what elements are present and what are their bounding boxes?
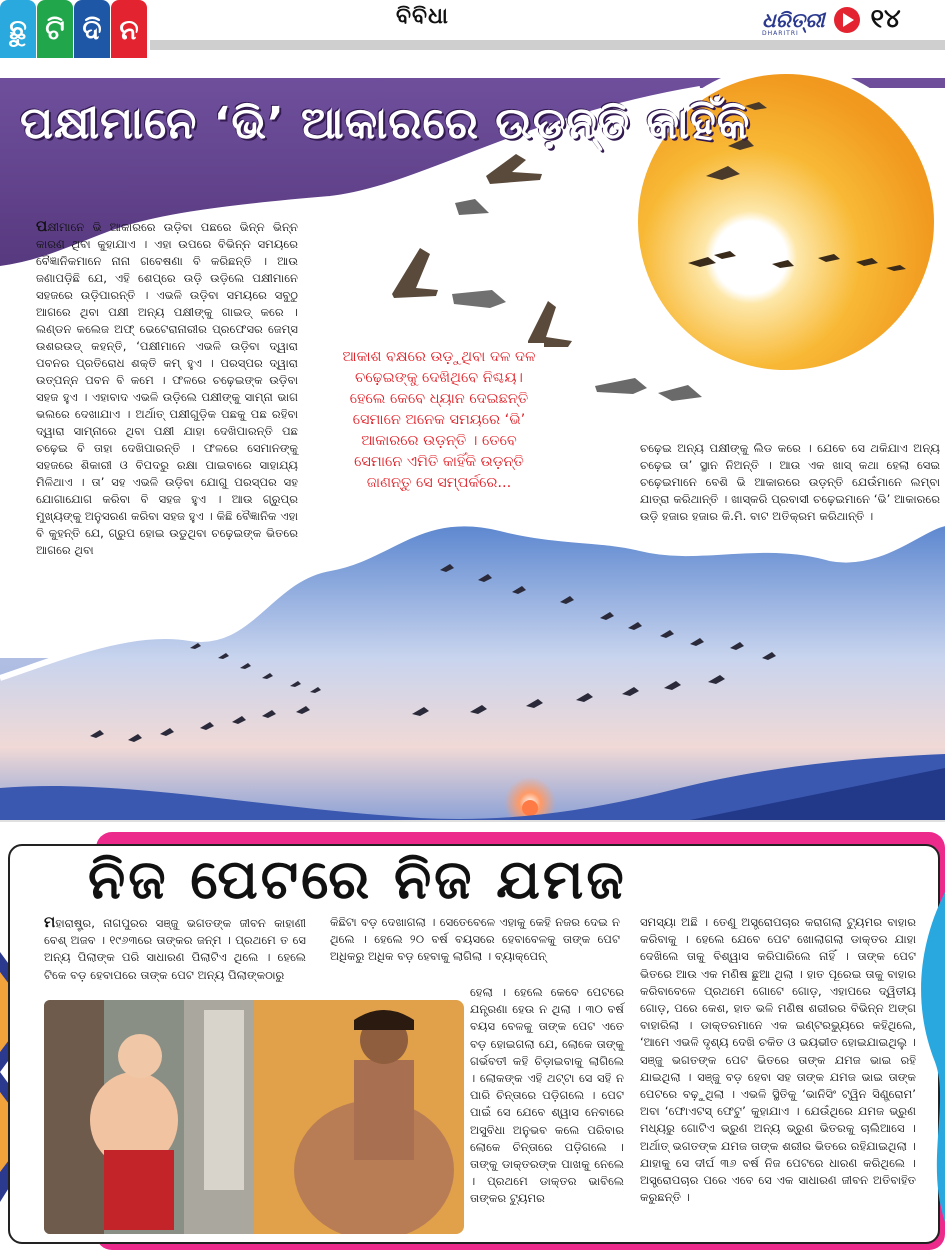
section-tiles (0, 0, 148, 60)
article-body-column: ଚଢ଼େଇ ଅନ୍ୟ ପକ୍ଷୀଙ୍କୁ ଲିଡ କରେ । ଯେବେ ସେ ଥକିଯାଏ ଅନ୍ୟ ଚଢ଼େଇ ତା’ ସ୍ଥାନ ନିଅନ୍ତି । ଆଉ ଏକ ଖାସ୍ କଥା ହେଲା ସେଇ ଚଢ଼େଇମାନେ ବେଶି ଭି ଆକାରରେ ଉଡ଼ନ୍ତି ଯେଉଁମାନେ ଲମ୍ବା ଯାତ୍ରା କରିଥାନ୍ତି । ଖାସ୍‌କରି ପ୍ରବାସୀ ଚଢ଼େଇମାନେ ‘ଭି’ ଆକାରରେ ଉଡ଼ି ହଜାର ହଜାର କି.ମି. ବାଟ ଅତିକ୍ରମ କରିଥାନ୍ତି । (640, 441, 940, 523)
goose-icon (595, 378, 647, 394)
drop-cap: ମ (44, 913, 56, 931)
goose-icon (658, 385, 702, 401)
article-body-text: କ୍ଷୀମାନେ ଭି ଆକାରରେ ଉଡ଼ିବା ପଛରେ ଭିନ୍ନ ଭିନ୍ନ କାରଣ ଥିବା କୁହାଯାଏ । ଏହା ଉପରେ ବିଭିନ୍ନ ସମୟରେ ବୈଜ୍ଞାନିକମାନେ ନାନା ଗବେଷଣା ବି କରିଛନ୍ତି । ଆଉ ଜଣାପଡ଼ିଛି ଯେ, ଏହି ଶେପ୍‌ରେ ଉଡ଼ି ଉଡ଼ିଲେ ପକ୍ଷୀମାନେ ସହଜରେ ଉଡ଼ିପାରନ୍ତି । ଏଭଳି ଉଡ଼ିବା ସମୟରେ ସବୁଠୁ ଆଗରେ ଥିବା ପକ୍ଷୀ ଅନ୍ୟ ପକ୍ଷୀଙ୍କୁ ଗାଇଡ୍ କରେ । ଲଣ୍ଡନ କଲେଜ ଅଫ୍ ଭେଟେରାନାରୀର ପ୍ରଫେସର ଜେମ୍ସ ଉଶରଉଡ୍ କହନ୍ତି, ‘ପକ୍ଷୀମାନେ ଏଭଳି ଉଡ଼ିବା ଦ୍ୱାରା ପବନର ପ୍ରତିରୋଧ ଶକ୍ତି କମ୍ ହୁଏ । ପରସ୍ପର ଦ୍ୱାରା ଉତ୍ପନ୍ନ ପବନ ବି କମେ । ଫଳରେ ଚଢ଼େଇଙ୍କ ଉଡ଼ିବା ସହଜ ହୁଏ । ଏହାବାଦ ଏଭଳି ଉଡ଼ିଲେ ପକ୍ଷୀଙ୍କୁ ସାମ୍ନା ଭାଗ ଭଲରେ ଦେଖାଯାଏ । ଅର୍ଥାତ୍ ପକ୍ଷୀଗୁଡ଼ିକ ପଛକୁ ପଛ ରହିବା ଦ୍ୱାରା ସାମ୍ନାରେ ଥିବା ପକ୍ଷୀ ଯାହା ଦେଖିପାରନ୍ତି ପଛ ଚଢ଼େଇ ବି ତାହା ଦେଖିପାରନ୍ତି । ଫଳରେ ସେମାନଙ୍କୁ ସହଜରେ ଶିକାରୀ ଓ ବିପଦରୁ ରକ୍ଷା ପାଇବାରେ ସାହାଯ୍ୟ ମିଳିଥାଏ । ତା’ ସହ ଏଭଳି ଉଡ଼ିବା ଯୋଗୁ ପରସ୍ପର ସହ ଯୋଗାଯୋଗ କରିବା ବି ସହଜ ହୁଏ । ଆଉ ଗ୍ରୁପ୍‌ର ମୁଖ୍ୟଙ୍କୁ ଅନୁସରଣ କରିବା ସହଜ ହୁଏ । କିଛି ବୈଜ୍ଞାନିକ ଏହା ବି କୁହନ୍ତି ଯେ, ଗ୍ରୁପ ହୋଇ ଉଡୁଥିବା ଚଢ଼େଇଙ୍କ ଭିତରେ ଆଗରେ ଥିବା (36, 220, 298, 557)
goose-icon (714, 251, 736, 259)
article-body-column (36, 218, 298, 559)
goose-icon (706, 166, 740, 180)
section-tile: ନ (111, 0, 147, 60)
brand (762, 4, 901, 35)
article-headline: ପକ୍ଷୀମାନେ ‘ଭି’ ଆକାରରେ ଉଡ଼ନ୍ତି କାହିଁକି (20, 98, 751, 149)
article-body-column: ହେଲା । ହେଲେ କେବେ ପେଟରେ ଯନ୍ତ୍ରଣା ହେଉ ନ ଥିଲା । ୩୦ ବର୍ଷ ବୟସ ବେଳକୁ ତାଙ୍କ ପେଟ ଏତେ ବଡ଼ ହୋଇଗଲା ଯେ, ଲୋକେ ତାଙ୍କୁ ଗର୍ଭବତୀ କହି ଚିଡ଼ାଇବାକୁ ଲାଗିଲେ । ଲୋକଙ୍କ ଏହି ଥଟ୍ଟା ସେ ସହି ନ ପାରି ଚିନ୍ତାରେ ପଡ଼ିଗଲେ । ପେଟ ପାଇଁ ସେ ଯେବେ ଶ୍ୱାସ ନେବାରେ ଅସୁବିଧା ଅନୁଭବ କଲେ ପରିବାର ଲୋକେ ଚିନ୍ତାରେ ପଡ଼ିଗଲେ । ତାଙ୍କୁ ଡାକ୍ତରଙ୍କ ପାଖକୁ ନେଲେ । ପ୍ରଥମେ ଡାକ୍ତର ଭାବିଲେ ତାଙ୍କର ଟ୍ୟୁମର (470, 985, 624, 1206)
drop-cap: ପ (36, 217, 48, 235)
article-body-column: ସମସ୍ୟା ଅଛି । ତେଣୁ ଅସ୍ତ୍ରୋପଚାର କରାଗଲା ଟ୍ୟୁମର ବାହାର କରିବାକୁ । ହେଲେ ଯେବେ ପେଟ ଖୋଲାଗଲା ଡାକ୍ତର ଯାହା ଦେଖିଲେ ତାକୁ ବିଶ୍ୱାସ କରିପାରିଲେ ନାହିଁ । ତାଙ୍କ ପେଟ ଭିତରେ ଆଉ ଏକ ମଣିଷ ଛୁଆ ଥିଲା । ହାତ ପୂରେଇ ତାକୁ ବାହାର କରିବାବେଳେ ପ୍ରଥମେ ଗୋଟେ ଗୋଡ଼, ଏହାପରେ ଦ୍ୱିତୀୟ ଗୋଡ଼, ପରେ କେଶ, ହାତ ଭଳି ମଣିଷ ଶରୀରର ବିଭିନ୍ନ ଅଙ୍ଗ ବାହାରିଲା । ଡାକ୍ତରମାନେ ଏକ ଇଣ୍ଟରଭ୍ୟୁରେ କହିଥିଲେ, ‘ଆମେ ଏଭଳି ଦୃଶ୍ୟ ଦେଖି ଚକିତ ଓ ଭୟଭୀତ ହୋଇଯାଇଥିଲୁ । ସଞ୍ଜୁ ଭଗତଙ୍କ ପେଟ ଭିତରେ ତାଙ୍କ ଯମଜ ଭାଇ ରହି ଯାଇଥିଲା । ସଞ୍ଜୁ ବଡ଼ ହେବା ସହ ତାଙ୍କ ଯମଜ ଭାଇ ତାଙ୍କ ପେଟରେ ବଢ଼ୁଥିଲା । ଏଭଳି ସ୍ଥିତିକୁ ‘ଭାନିସିଂ ଟ୍ୱିନ ସିଣ୍ଡ୍ରୋମ’ ଅବା ‘ଫୋଏଟସ୍ ଫେଟୁ’ କୁହାଯାଏ । ଯେଉଁଥିରେ ଯମଜ ଭ୍ରୁଣ ମଧ୍ୟରୁ ଗୋଟିଏ ଭ୍ରୁଣ ଅନ୍ୟ ଭ୍ରୁଣ ଭିତରକୁ ଚାଲିଆସେ । ଅର୍ଥାତ୍ ଭଗତଙ୍କ ଯମଜ ତାଙ୍କ ଶରୀର ଭିତରେ ରହିଯାଇଥିଲା । ଯାହାକୁ ସେ ଦୀର୍ଘ ୩୬ ବର୍ଷ ନିଜ ପେଟରେ ଧାରଣ କରିଥିଲେ । ଅସ୍ତ୍ରୋପଚାର ପରେ ଏବେ ସେ ଏକ ସାଧାରଣ ଜୀବନ ଅତିବାହିତ କରୁଛନ୍ତି । (640, 915, 916, 1205)
goose-icon (528, 301, 572, 347)
play-icon (834, 7, 860, 33)
bird-article (0, 58, 945, 822)
article-body-text: ହାରାଷ୍ଟ୍ର, ନାଗପୁରର ସଞ୍ଜୁ ଭଗତଙ୍କ ଜୀବନ କାହାଣୀ ବେଶ୍ ଅଜବ । ୧୯୬୩ରେ ତାଙ୍କର ଜନ୍ମ । ପ୍ରଥମେ ତ ସେ ଅନ୍ୟ ପିଲାଙ୍କ ପରି ସାଧାରଣ ପିଲାଟିଏ ଥିଲେ । ହେଲେ ଟିକେ ବଡ଼ ହେବାପରେ ତାଙ୍କ ପେଟ ଅନ୍ୟ ପିଲାଙ୍କଠାରୁ (44, 916, 306, 982)
section-tile: ଛୁ (0, 0, 36, 60)
page-number: ୧୪ (870, 4, 901, 34)
goose-icon (486, 154, 542, 184)
goose-icon (856, 258, 878, 266)
sky-photo (0, 518, 945, 822)
brand-logo: ଧରିତ୍ରୀ (762, 7, 825, 32)
goose-icon (452, 290, 506, 308)
article-body-column (44, 914, 306, 984)
goose-icon (818, 254, 840, 262)
goose-icon (886, 265, 906, 271)
section-tile: ଦି (74, 0, 110, 60)
section-tile: ଟି (37, 0, 73, 60)
header-rule (150, 40, 945, 50)
goose-icon (455, 199, 489, 215)
goose-icon (688, 257, 716, 267)
adult-photo (254, 1000, 464, 1234)
brand-subtitle: DHARITRI (762, 30, 799, 37)
pull-quote: ଆକାଶ ବକ୍ଷରେ ଉଡ଼ୁଥିବା ଦଳ ଦଳ ଚଢ଼େଇଙ୍କୁ ଦେଖିଥିବେ ନିଶ୍ଚୟ। ହେଲେ କେବେ ଧ୍ୟାନ ଦେଇଛନ୍ତି ସେମାନେ ଅନେକ ସମୟରେ ‘ଭି’ ଆକାରରେ ଉଡ଼ନ୍ତି । ତେବେ ସେମାନେ ଏମିତି କାହିଁକି ଉଡ଼ନ୍ତି ଜାଣନ୍ତୁ ସେ ସମ୍ପର୍କରେ... (334, 343, 544, 498)
section-name: ବିବିଧା (396, 4, 449, 29)
goose-icon (392, 248, 438, 298)
child-photo (44, 1000, 254, 1234)
article-body-column: କିଛିଟା ବଡ଼ ଦେଖାଗଲା । ସେତେବେଳେ ଏହାକୁ କେହି ନଜର ଦେଇ ନ ଥିଲେ । ହେଲେ ୨୦ ବର୍ଷ ବୟସରେ ହେବାବେଳକୁ ତାଙ୍କ ପେଟ ଅଧିକରୁ ଅଧିକ ବଡ଼ ହେବାକୁ ଲାଗିଲା । ବ୍ୟାକ୍‌ପେନ୍ (330, 915, 620, 964)
page-header (0, 0, 945, 48)
twin-article (0, 832, 945, 1255)
goose-icon (772, 260, 794, 268)
article-headline: ନିଜ ପେଟରେ ନିଜ ଯମଜ (88, 848, 627, 911)
